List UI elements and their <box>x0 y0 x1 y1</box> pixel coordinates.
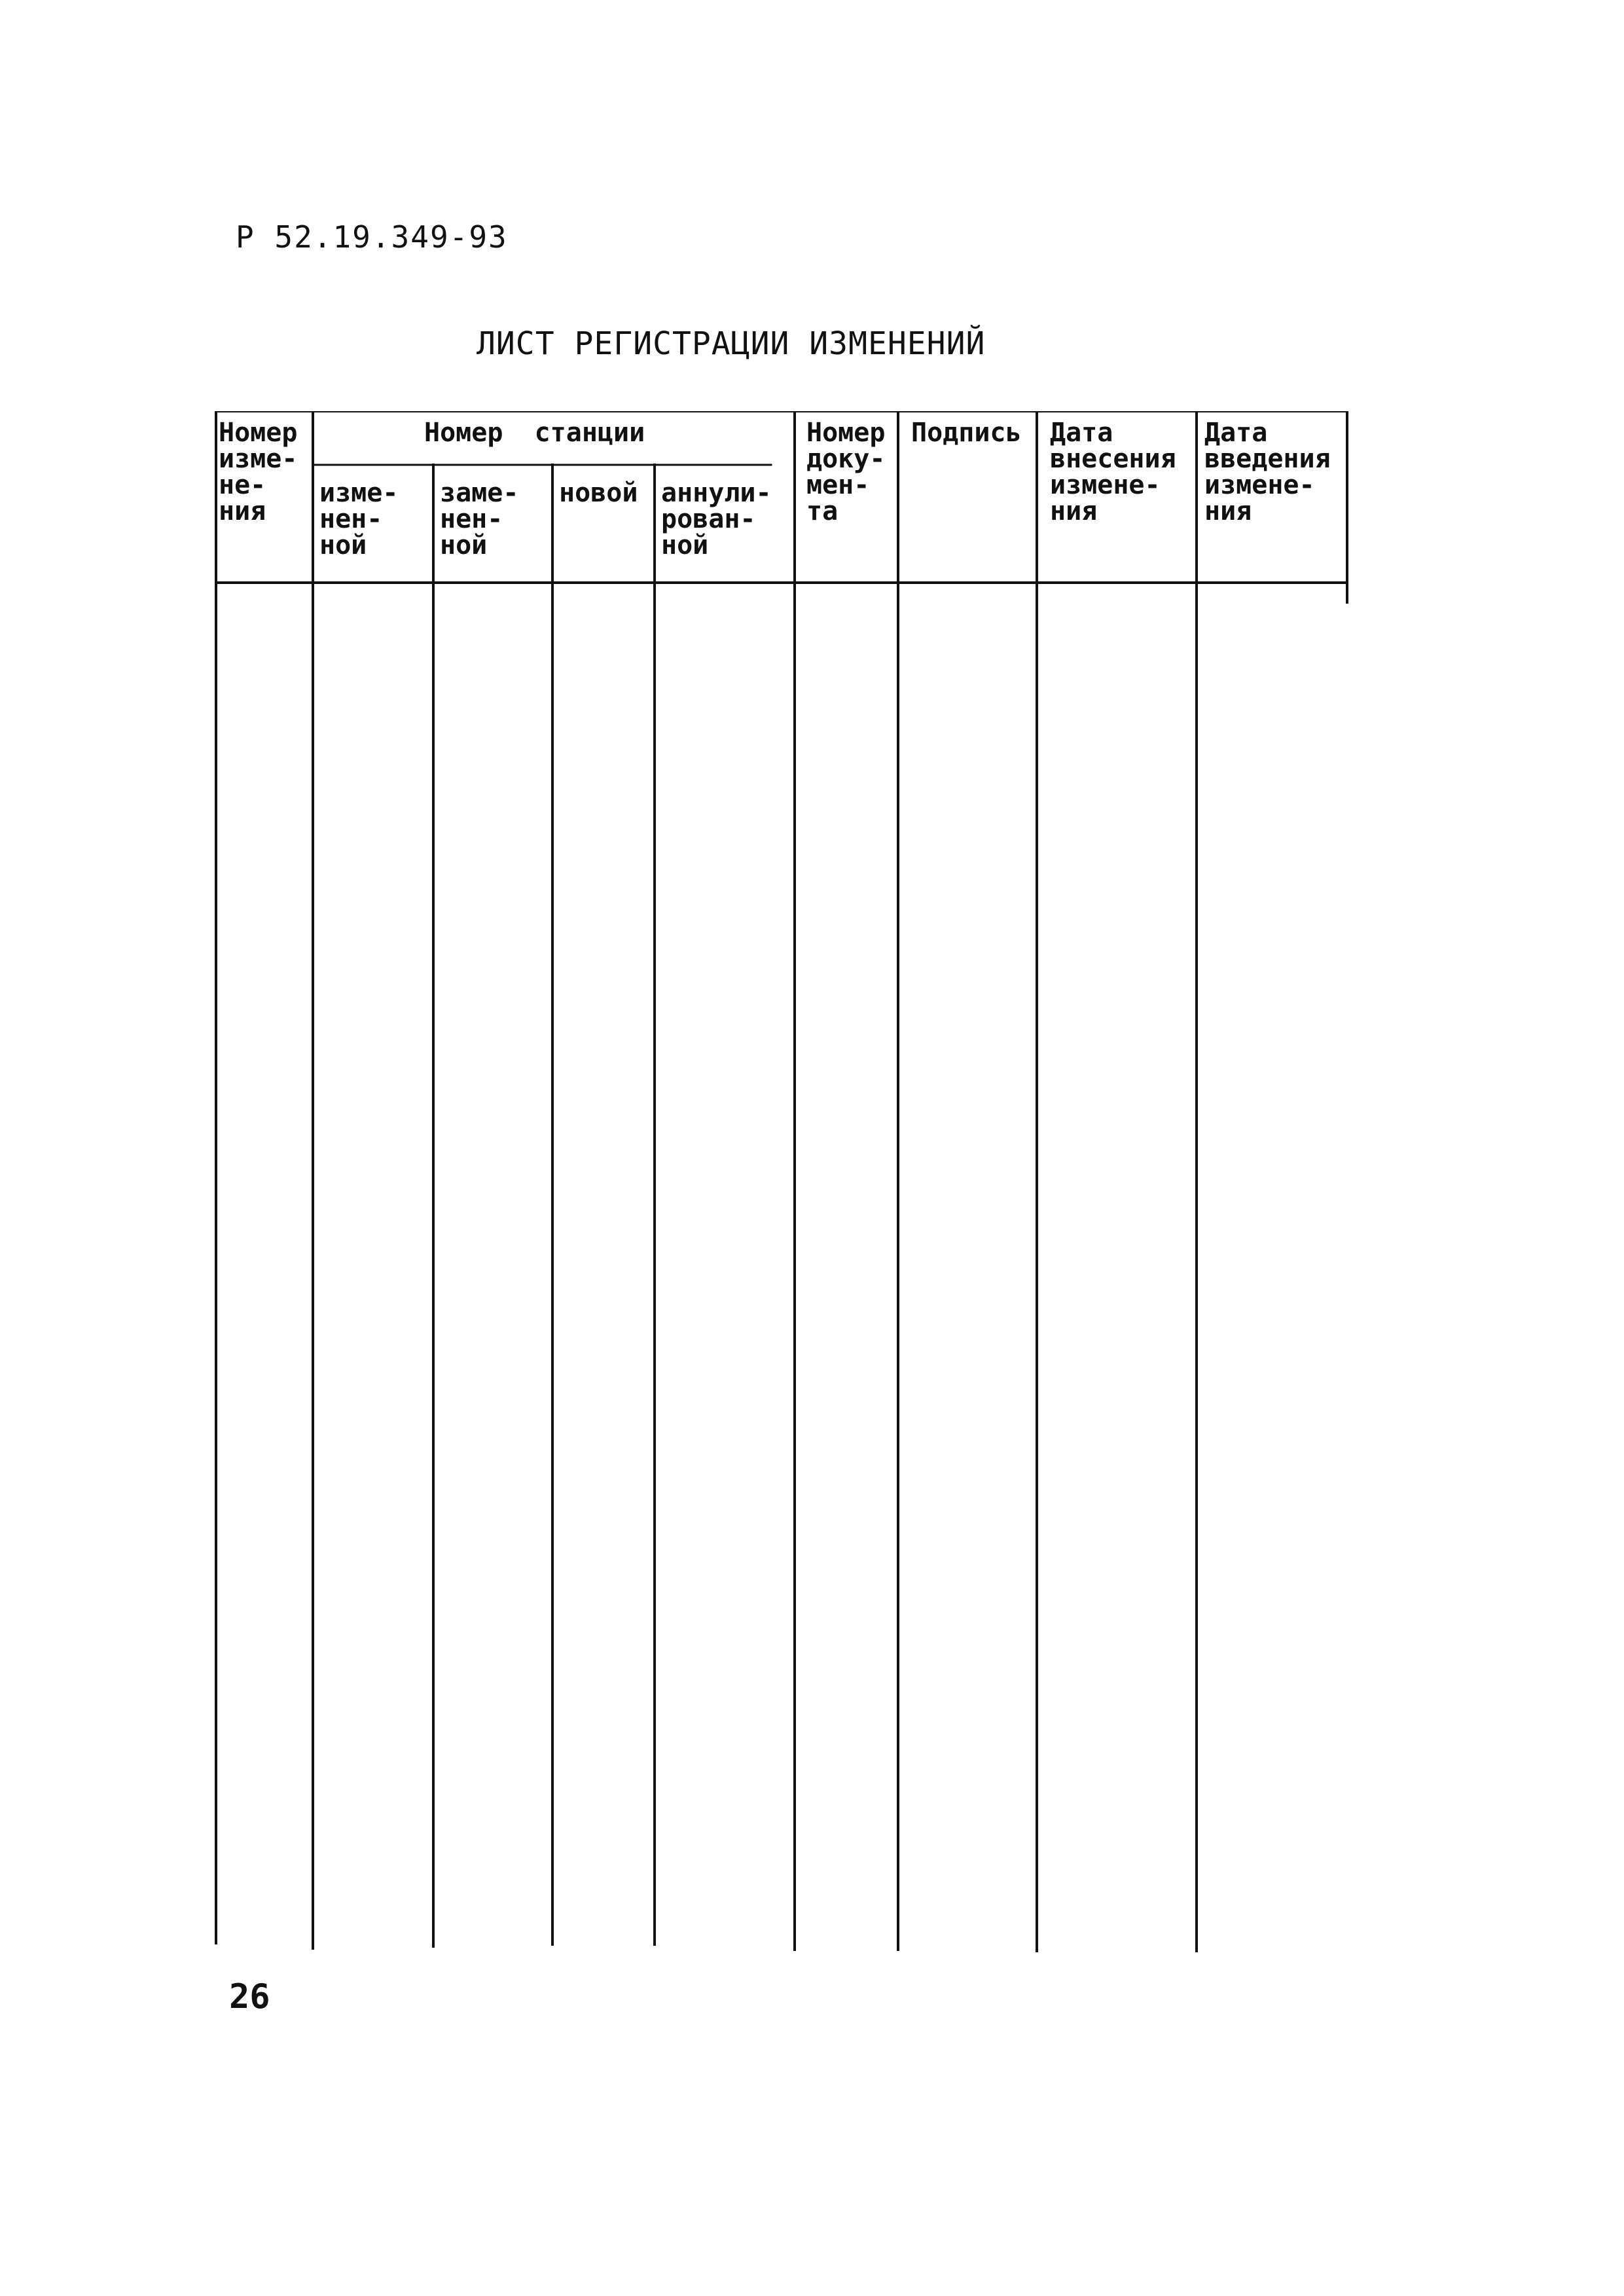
header-line: ния <box>1204 496 1252 526</box>
header-line: изме- <box>319 478 399 508</box>
change-register-table <box>215 411 1354 1956</box>
header-line: та <box>806 496 839 526</box>
header-annulled-station <box>661 478 772 560</box>
header-line: измене- <box>1204 470 1315 500</box>
header-date-introduction <box>1204 418 1331 526</box>
header-line: Подпись <box>911 418 1022 448</box>
table-grid <box>216 411 1347 1951</box>
header-line: аннули- <box>661 478 772 508</box>
header-line: Дата <box>1050 418 1113 448</box>
header-line: введения <box>1204 444 1331 474</box>
header-change-number <box>219 418 297 526</box>
document-code: Р 52.19.349-93 <box>236 219 508 255</box>
header-date-entry <box>1050 418 1176 526</box>
header-line: ния <box>219 496 266 526</box>
header-line: изме- <box>219 444 298 474</box>
header-line: ной <box>319 530 367 560</box>
header-line: рован- <box>661 504 756 534</box>
header-line: мен- <box>806 470 870 500</box>
header-line: ной <box>440 530 488 560</box>
header-station-number-group: Номер станции <box>424 418 645 448</box>
header-line: измене- <box>1050 470 1161 500</box>
header-line: внесения <box>1050 444 1176 474</box>
page-number: 26 <box>229 1977 270 2016</box>
header-line: не- <box>219 470 266 500</box>
header-new-station <box>559 478 638 508</box>
header-document-number <box>806 418 885 526</box>
header-line: ния <box>1050 496 1098 526</box>
header-line: Номер <box>806 418 886 448</box>
header-line: нен- <box>319 504 383 534</box>
header-line: Дата <box>1204 418 1268 448</box>
header-line: новой <box>559 478 638 508</box>
header-line: ной <box>661 530 709 560</box>
header-line: Номер <box>219 418 298 448</box>
header-line: заме- <box>440 478 519 508</box>
header-line: нен- <box>440 504 503 534</box>
header-signature <box>911 418 1022 448</box>
header-replaced-station <box>440 478 518 560</box>
sheet-title: ЛИСТ РЕГИСТРАЦИИ ИЗМЕНЕНИЙ <box>477 325 986 362</box>
header-line: доку- <box>806 444 886 474</box>
header-changed-station <box>319 478 398 560</box>
